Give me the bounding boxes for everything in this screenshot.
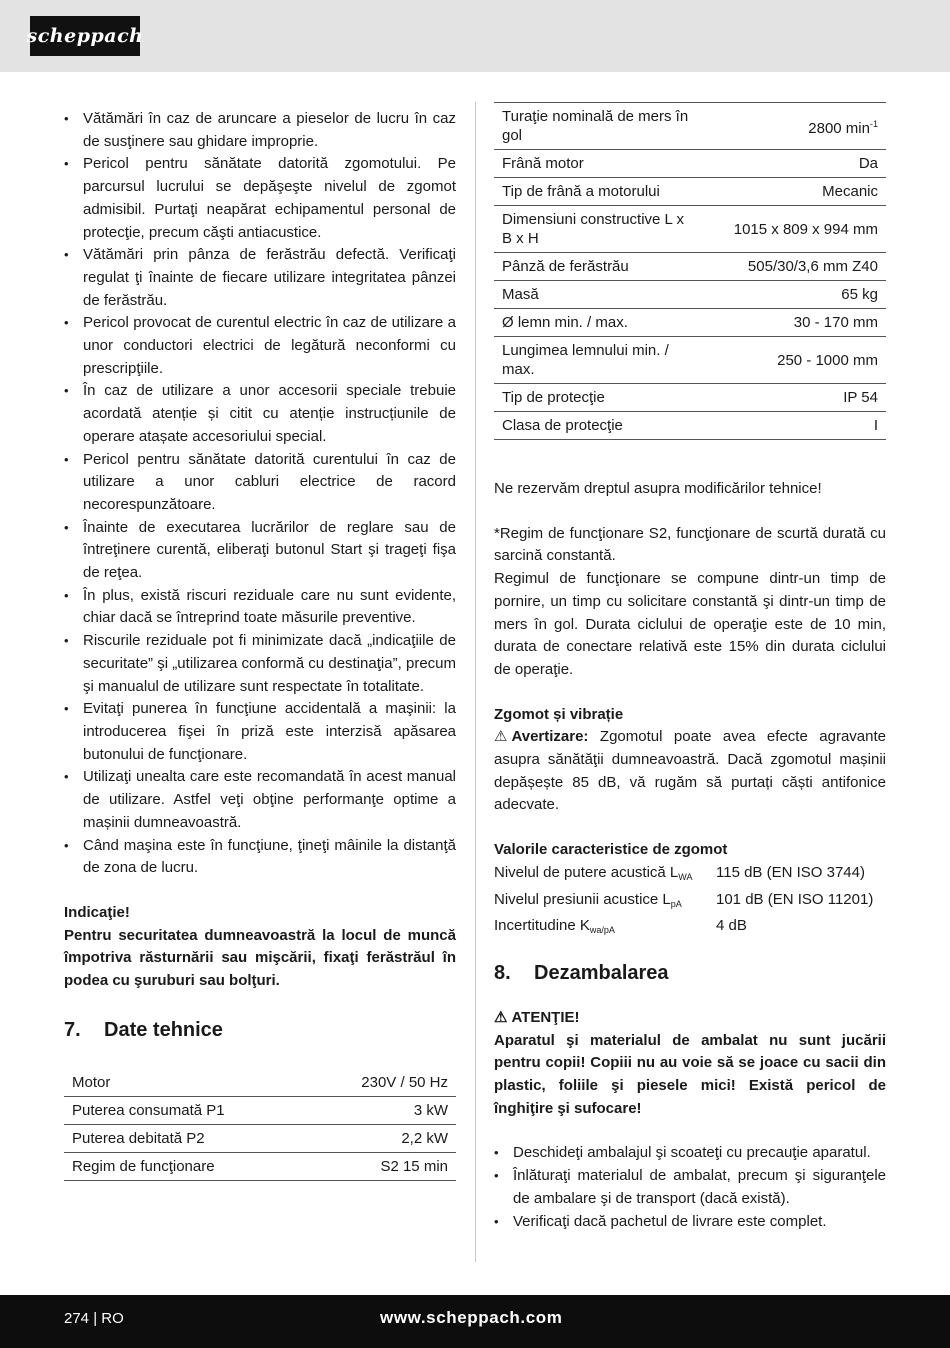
table-label: Puterea debitată P2 [64, 1124, 308, 1152]
note-heading: Indicaţie! [64, 903, 130, 921]
table-label: Incertitudine $K_{wa/pA}$ [494, 917, 615, 936]
list-item: • Când maşina este în funcţiune, ţineţi mâinile la distanţă de zona de lucru. [64, 835, 456, 880]
table-label: Dimensiuni constructive L x B x H [494, 206, 704, 253]
table-label: Tip de protecţie [494, 384, 704, 412]
list-item: • Pericol provocat de curentul electric în caz de utilizare a unor conductori electrici de legătură neconformi cu prescripţiile. [64, 312, 456, 380]
table-label: Motor [64, 1069, 308, 1097]
table-label: Puterea consumată P1 [64, 1096, 308, 1124]
table-label: Ø lemn min. / max. [494, 309, 704, 337]
table-row [64, 1124, 456, 1152]
table-label: Lungimea lemnului min. / max. [494, 337, 704, 384]
table-value: Da [704, 150, 886, 178]
table-value: 2,2 kW [308, 1124, 456, 1152]
tech-data-table-left [64, 1069, 456, 1181]
list-item: • Pericol pentru sănătate datorită zgomotului. Pe parcursul lucrului se depăşeşte nivelul de zgomot admisibil. Purtaţi neapărat echipamentul personal de protecţie, precum căşti antiacustice. [64, 153, 456, 244]
page-number: 274 | RO [64, 1310, 124, 1327]
table-label: Nivelul presiunii acustice $L_{pA}$ [494, 890, 682, 909]
section-8-heading [494, 962, 886, 985]
table-value: 1015 x 809 x 994 mm [704, 206, 886, 253]
table-value: 30 - 170 mm [704, 309, 886, 337]
list-item: • În plus, există riscuri reziduale care nu sunt evidente, chiar dacă se întreprind toate măsurile preventive. [64, 585, 456, 630]
section-number: 7. [64, 1018, 81, 1041]
table-row [494, 178, 886, 206]
list-item: • Pericol pentru sănătate datorită curentului în caz de utilizare a unor cabluri electrice de racord necorespunzătoare. [64, 449, 456, 517]
table-value: 3 kW [308, 1096, 456, 1124]
table-value: IP 54 [704, 384, 886, 412]
website-link[interactable]: www.scheppach.com [380, 1308, 563, 1327]
table-row [494, 253, 886, 281]
reserve-note: Ne rezervăm dreptul asupra modificărilor tehnice! [494, 480, 822, 497]
table-row [494, 309, 886, 337]
table-row [64, 1152, 456, 1180]
list-item: • Înlăturaţi materialul de ambalat, precum şi siguranţele de ambalare şi de transport (dacă există). [494, 1165, 886, 1210]
table-label: Nivelul de putere acustică $L_{WA}$ [494, 863, 693, 882]
regime-description: Regimul de funcţionare se compune dintr-un timp de pornire, un timp cu solicitare constantă şi dintr-un timp de mers în gol. Durata ciclului de operaţie este de 10 min, durata de conectare relativă este 15% din durata ciclului de operaţie. [494, 570, 886, 678]
section-number: 8. [494, 961, 511, 984]
list-item: • În caz de utilizare a unor accesorii speciale trebuie acordată atenție și citit cu atenție instrucțiunile de operare atașate accesoriului special. [64, 380, 456, 448]
table-label: Regim de funcţionare [64, 1152, 308, 1180]
list-item: • Evitaţi punerea în funcţiune accidentală a maşinii: la introducerea fişei în priză este interzisă apăsarea butonului de funcţionare. [64, 698, 456, 766]
header-band [0, 0, 950, 72]
table-value: 250 - 1000 mm [704, 337, 886, 384]
attention-heading: ⚠ ATENŢIE! [494, 1007, 886, 1030]
table-row [494, 281, 886, 309]
list-item: • Utilizaţi unealta care este recomandată în acest manual de utilizare. Astfel veţi obţine performanţe optime a mașinii dumneavoastră. [64, 766, 456, 834]
table-row [494, 412, 886, 440]
table-label: Clasa de protecţie [494, 412, 704, 440]
list-item: • Riscurile reziduale pot fi minimizate dacă „indicaţiile de securitate” şi „utilizarea conformă cu destinaţia”, precum şi manualul de utilizare sunt respectate în totalitate. [64, 630, 456, 698]
section-title: Dezambalarea [534, 961, 669, 984]
table-row [494, 150, 886, 178]
warning-text: Zgomotul poate avea efecte agravante asupra sănătăţii dumneavoastră. Dacă zgomotul mașinii depășește 85 dB, vă rugăm să purtați căști antifonice adecvate. [494, 728, 886, 814]
note-body: Pentru securitatea dumneavoastră la locul de muncă împotriva răsturnării sau mişcării, fixaţi ferăstrăul în podea cu şuruburi sau bolţuri. [64, 926, 456, 990]
table-value: 230V / 50 Hz [308, 1069, 456, 1097]
table-value: 2800 $\min^{-1}$ [704, 103, 886, 150]
noise-values-table [494, 862, 886, 942]
list-item: • Vătămări în caz de aruncare a pieselor de lucru în caz de susţinere sau ghidare improprie. [64, 108, 456, 153]
table-value: S2 15 min [308, 1152, 456, 1180]
noise-values-heading: Valorile caracteristice de zgomot [494, 841, 728, 859]
noise-heading: Zgomot și vibrație [494, 705, 624, 723]
regime-note: *Regim de funcţionare S2, funcţionare de scurtă durată cu sarcină constantă. [494, 524, 886, 565]
table-value: Mecanic [704, 178, 886, 206]
table-label: Turaţie nominală de mers în gol [494, 103, 704, 150]
safety-risk-list [64, 108, 456, 880]
section-title: Date tehnice [104, 1018, 223, 1041]
table-row [494, 384, 886, 412]
table-row [494, 103, 886, 150]
column-divider [475, 102, 476, 1262]
table-label: Pânză de ferăstrău [494, 253, 704, 281]
warning-triangle-icon: ⚠ [494, 1008, 508, 1026]
table-value: 115 dB (EN ISO 3744) [716, 863, 865, 881]
noise-warning [494, 726, 886, 817]
right-column [494, 102, 886, 1233]
table-value: 505/30/3,6 mm Z40 [704, 253, 886, 281]
table-value: 101 dB (EN ISO 11201) [716, 890, 874, 908]
left-column [64, 108, 456, 1181]
table-value: I [704, 412, 886, 440]
table-row [494, 206, 886, 253]
footer-bar [0, 1295, 950, 1348]
attention-body: Aparatul şi materialul de ambalat nu sunt jucării pentru copii! Copiii nu au voie să se joace cu sacii din plastic, foliile şi piesele mici! Există pericol de înghiţire şi sufocare! [494, 1031, 886, 1117]
table-row [64, 1069, 456, 1097]
unpacking-list [494, 1142, 886, 1233]
scheppach-logo: scheppach [30, 16, 140, 56]
table-label: Frână motor [494, 150, 704, 178]
list-item: • Deschideţi ambalajul şi scoateţi cu precauţie aparatul. [494, 1142, 886, 1165]
table-label: Masă [494, 281, 704, 309]
table-row [64, 1096, 456, 1124]
table-row [494, 889, 886, 916]
table-value: 4 dB [716, 917, 747, 935]
table-row [494, 337, 886, 384]
table-label: Tip de frână a motorului [494, 178, 704, 206]
section-7-heading [64, 1019, 456, 1042]
table-value: 65 kg [704, 281, 886, 309]
table-row [494, 862, 886, 889]
list-item: • Verificaţi dacă pachetul de livrare este complet. [494, 1211, 886, 1234]
warning-label: Avertizare: [511, 728, 589, 746]
list-item: • Înainte de executarea lucrărilor de reglare sau de întreţinere curentă, eliberaţi butonul Start şi trageţi fişa de reţea. [64, 517, 456, 585]
table-row [494, 915, 886, 942]
tech-data-table-right [494, 102, 886, 440]
warning-triangle-icon: ⚠ [494, 728, 508, 746]
list-item: • Vătămări prin pânza de ferăstrău defectă. Verificaţi regulat ţi înainte de fiecare utilizare integritatea pânzei de ferăstrău. [64, 244, 456, 312]
